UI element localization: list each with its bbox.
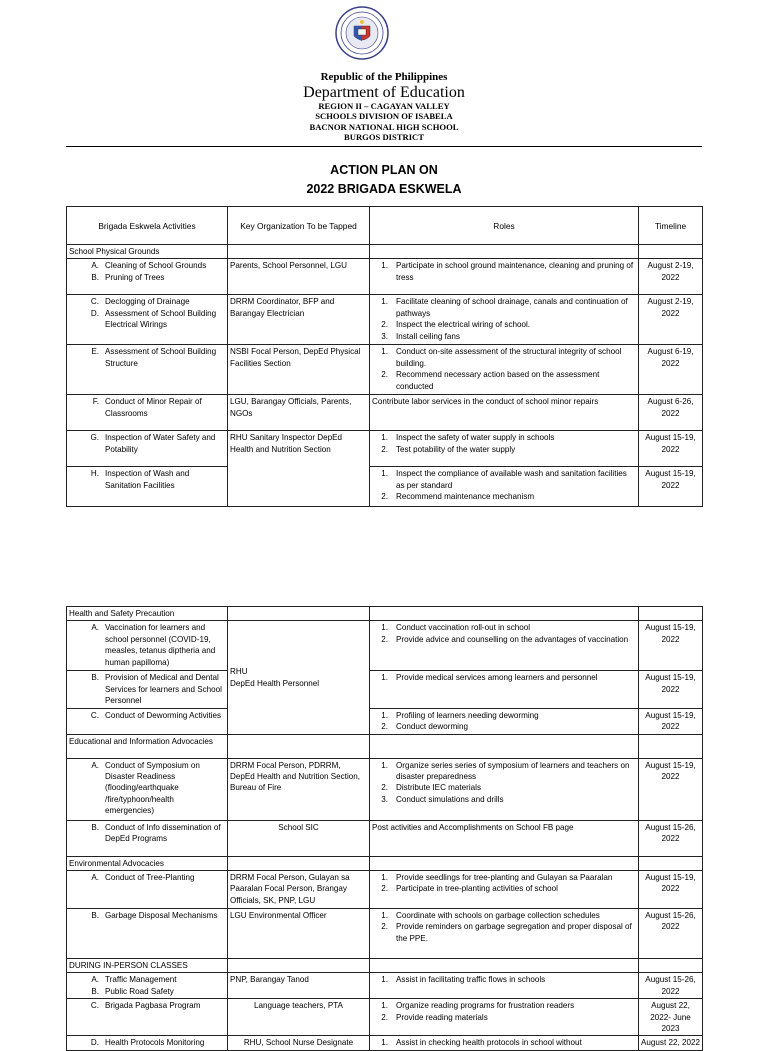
org-cell: Language teachers, PTA <box>228 999 370 1036</box>
section-row <box>67 959 703 973</box>
org-cell: DRRM Focal Person, Gulayan sa Paaralan Focal Person, Brangay Officials, SK, PNP, LGU <box>228 871 370 909</box>
org-cell: LGU Environmental Officer <box>228 909 370 959</box>
section-row <box>67 734 703 758</box>
role-cell: Post activities and Accomplishments on School FB page <box>370 820 639 856</box>
action-plan-table-2 <box>66 606 703 1051</box>
action-plan-table-1 <box>66 206 703 507</box>
section-label: DURING IN-PERSON CLASSES <box>67 959 228 973</box>
col-roles: Roles <box>370 207 639 245</box>
org-cell: NSBI Focal Person, DepEd Physical Facilities Section <box>228 345 370 395</box>
table-row: D. Health Protocols Monitoring RHU, School Nurse Designate 1. Assist in checking health protocols in school without August 22, 2022 <box>67 1036 703 1050</box>
timeline-cell: August 22, 2022 <box>639 1036 703 1050</box>
title-line-2: 2022 BRIGADA ESKWELA <box>306 182 462 196</box>
org-cell: School SIC <box>228 820 370 856</box>
table-row: H. Inspection of Wash and Sanitation Facilities 1. Inspect the compliance of available wash and sanitation facilities as per standard 2. Recommend maintenance mechanism August 15-19, 2022 <box>67 467 703 507</box>
timeline-cell: August 2-19, 2022 <box>639 259 703 295</box>
school-line: BACNOR NATIONAL HIGH SCHOOL <box>309 122 459 132</box>
timeline-cell: August 15-26, 2022 <box>639 909 703 959</box>
org-cell: Parents, School Personnel, LGU <box>228 259 370 295</box>
table-row: A. Conduct of Symposium on Disaster Readiness (flooding/earthquake /fire/typhoon/health emergencies) DRRM Focal Person, PDRRM, DepEd Health and Nutrition Section, Bureau of Fire 1. Organize series series of symposium of learners and teachers on disaster preparedness 2. Distribute IEC materials 3. Conduct simulations and drills August 15-19, 2022 <box>67 758 703 820</box>
org-cell: LGU, Barangay Officials, Parents, NGOs <box>228 395 370 431</box>
section-label: Educational and Information Advocacies <box>67 734 228 758</box>
table-row: B. Provision of Medical and Dental Services for learners and School Personnel 1. Provide medical services among learners and personnel August 15-19, 2022 <box>67 671 703 708</box>
header-divider <box>66 146 702 147</box>
timeline-cell: August 6-19, 2022 <box>639 345 703 395</box>
org-cell: DRRM Focal Person, PDRRM, DepEd Health and Nutrition Section, Bureau of Fire <box>228 758 370 820</box>
table-row: A. Cleaning of School Grounds B. Pruning of Trees Parents, School Personnel, LGU 1. Participate in school ground maintenance, cleaning and pruning of tress August 2-19, 2022 <box>67 259 703 295</box>
timeline-cell: August 15-19, 2022 <box>639 467 703 507</box>
table-row: E. Assessment of School Building Structure NSBI Focal Person, DepEd Physical Facilities Section 1. Conduct on-site assessment of the structural integrity of school building. 2. Recommend necessary action based on the assessment conducted August 6-19, 2022 <box>67 345 703 395</box>
timeline-cell: August 15-19, 2022 <box>639 671 703 708</box>
title-line-1: ACTION PLAN ON <box>330 163 438 177</box>
timeline-cell: August 15-19, 2022 <box>639 758 703 820</box>
col-activities: Brigada Eskwela Activities <box>67 207 228 245</box>
republic-line: Republic of the Philippines <box>320 71 448 83</box>
timeline-cell: August 15-26, 2022 <box>639 820 703 856</box>
timeline-cell: August 15-26, 2022 <box>639 973 703 999</box>
region-line: REGION II – CAGAYAN VALLEY <box>318 101 450 111</box>
table-row: C. Brigada Pagbasa Program Language teachers, PTA 1. Organize reading programs for frustration readers 2. Provide reading materials August 22, 2022- June 2023 <box>67 999 703 1036</box>
table-row: C. Conduct of Deworming Activities 1. Profiling of learners needing deworming 2. Conduct deworming August 15-19, 2022 <box>67 708 703 734</box>
timeline-cell: August 15-19, 2022 <box>639 621 703 671</box>
section-row <box>67 607 703 621</box>
district-line: BURGOS DISTRICT <box>344 132 424 142</box>
table-row: A. Conduct of Tree-Planting DRRM Focal Person, Gulayan sa Paaralan Focal Person, Brangay Officials, SK, PNP, LGU 1. Provide seedlings for tree-planting and Gulayan sa Paaralan 2. Participate in tree-planting activities of school August 15-19, 2022 <box>67 871 703 909</box>
timeline-cell: August 15-19, 2022 <box>639 871 703 909</box>
section-row <box>67 245 703 259</box>
division-line: SCHOOLS DIVISION OF ISABELA <box>315 111 453 121</box>
timeline-cell: August 22, 2022- June 2023 <box>639 999 703 1036</box>
timeline-cell: August 6-26, 2022 <box>639 395 703 431</box>
timeline-cell: August 15-19, 2022 <box>639 708 703 734</box>
table-row: C. Declogging of Drainage D. Assessment of School Building Electrical Wirings DRRM Coordinator, BFP and Barangay Electrician 1. Facilitate cleaning of school drainage, canals and continuation of pathways 2. Inspect the electrical wiring of school. 3. Install ceiling fans August 2-19, 2022 <box>67 295 703 345</box>
department-line: Department of Education <box>303 84 465 101</box>
org-cell: PNP, Barangay Tanod <box>228 973 370 999</box>
table-header-row <box>67 207 703 245</box>
timeline-cell: August 2-19, 2022 <box>639 295 703 345</box>
org-cell: RHU DepEd Health Personnel <box>228 621 370 734</box>
section-label: School Physical Grounds <box>67 245 228 259</box>
deped-seal-icon <box>335 6 389 60</box>
table-row: G. Inspection of Water Safety and Potability RHU Sanitary Inspector DepEd Health and Nutrition Section 1. Inspect the safety of water supply in schools 2. Test potability of the water supply August 15-19, 2022 <box>67 431 703 467</box>
org-cell: RHU, School Nurse Designate <box>228 1036 370 1050</box>
org-cell: DRRM Coordinator, BFP and Barangay Electrician <box>228 295 370 345</box>
table-row: A. Traffic Management B. Public Road Safety PNP, Barangay Tanod 1. Assist in facilitating traffic flows in schools August 15-26, 2022 <box>67 973 703 999</box>
section-label: Health and Safety Precaution <box>67 607 228 621</box>
table-row: A. Vaccination for learners and school personnel (COVID-19, measles, tetanus diptheria and human papilloma) RHU DepEd Health Personnel 1. Conduct vaccination roll-out in school 2. Provide advice and counselling on the advantages of vaccination August 15-19, 2022 <box>67 621 703 671</box>
col-timeline: Timeline <box>639 207 703 245</box>
table-row: B. Conduct of Info dissemination of DepEd Programs School SIC Post activities and Accomplishments on School FB page August 15-26, 2022 <box>67 820 703 856</box>
table-row: B. Garbage Disposal Mechanisms LGU Environmental Officer 1. Coordinate with schools on garbage collection schedules 2. Provide reminders on garbage segregation and proper disposal of the PPE. August 15-26, 2022 <box>67 909 703 959</box>
section-label: Environmental Advocacies <box>67 856 228 870</box>
org-cell: RHU Sanitary Inspector DepEd Health and Nutrition Section <box>228 431 370 507</box>
section-row <box>67 856 703 870</box>
timeline-cell: August 15-19, 2022 <box>639 431 703 467</box>
table-row: F. Conduct of Minor Repair of Classrooms LGU, Barangay Officials, Parents, NGOs Contribute labor services in the conduct of school minor repairs August 6-26, 2022 <box>67 395 703 431</box>
col-organization: Key Organization To be Tapped <box>228 207 370 245</box>
role-cell: Contribute labor services in the conduct of school minor repairs <box>370 395 639 431</box>
